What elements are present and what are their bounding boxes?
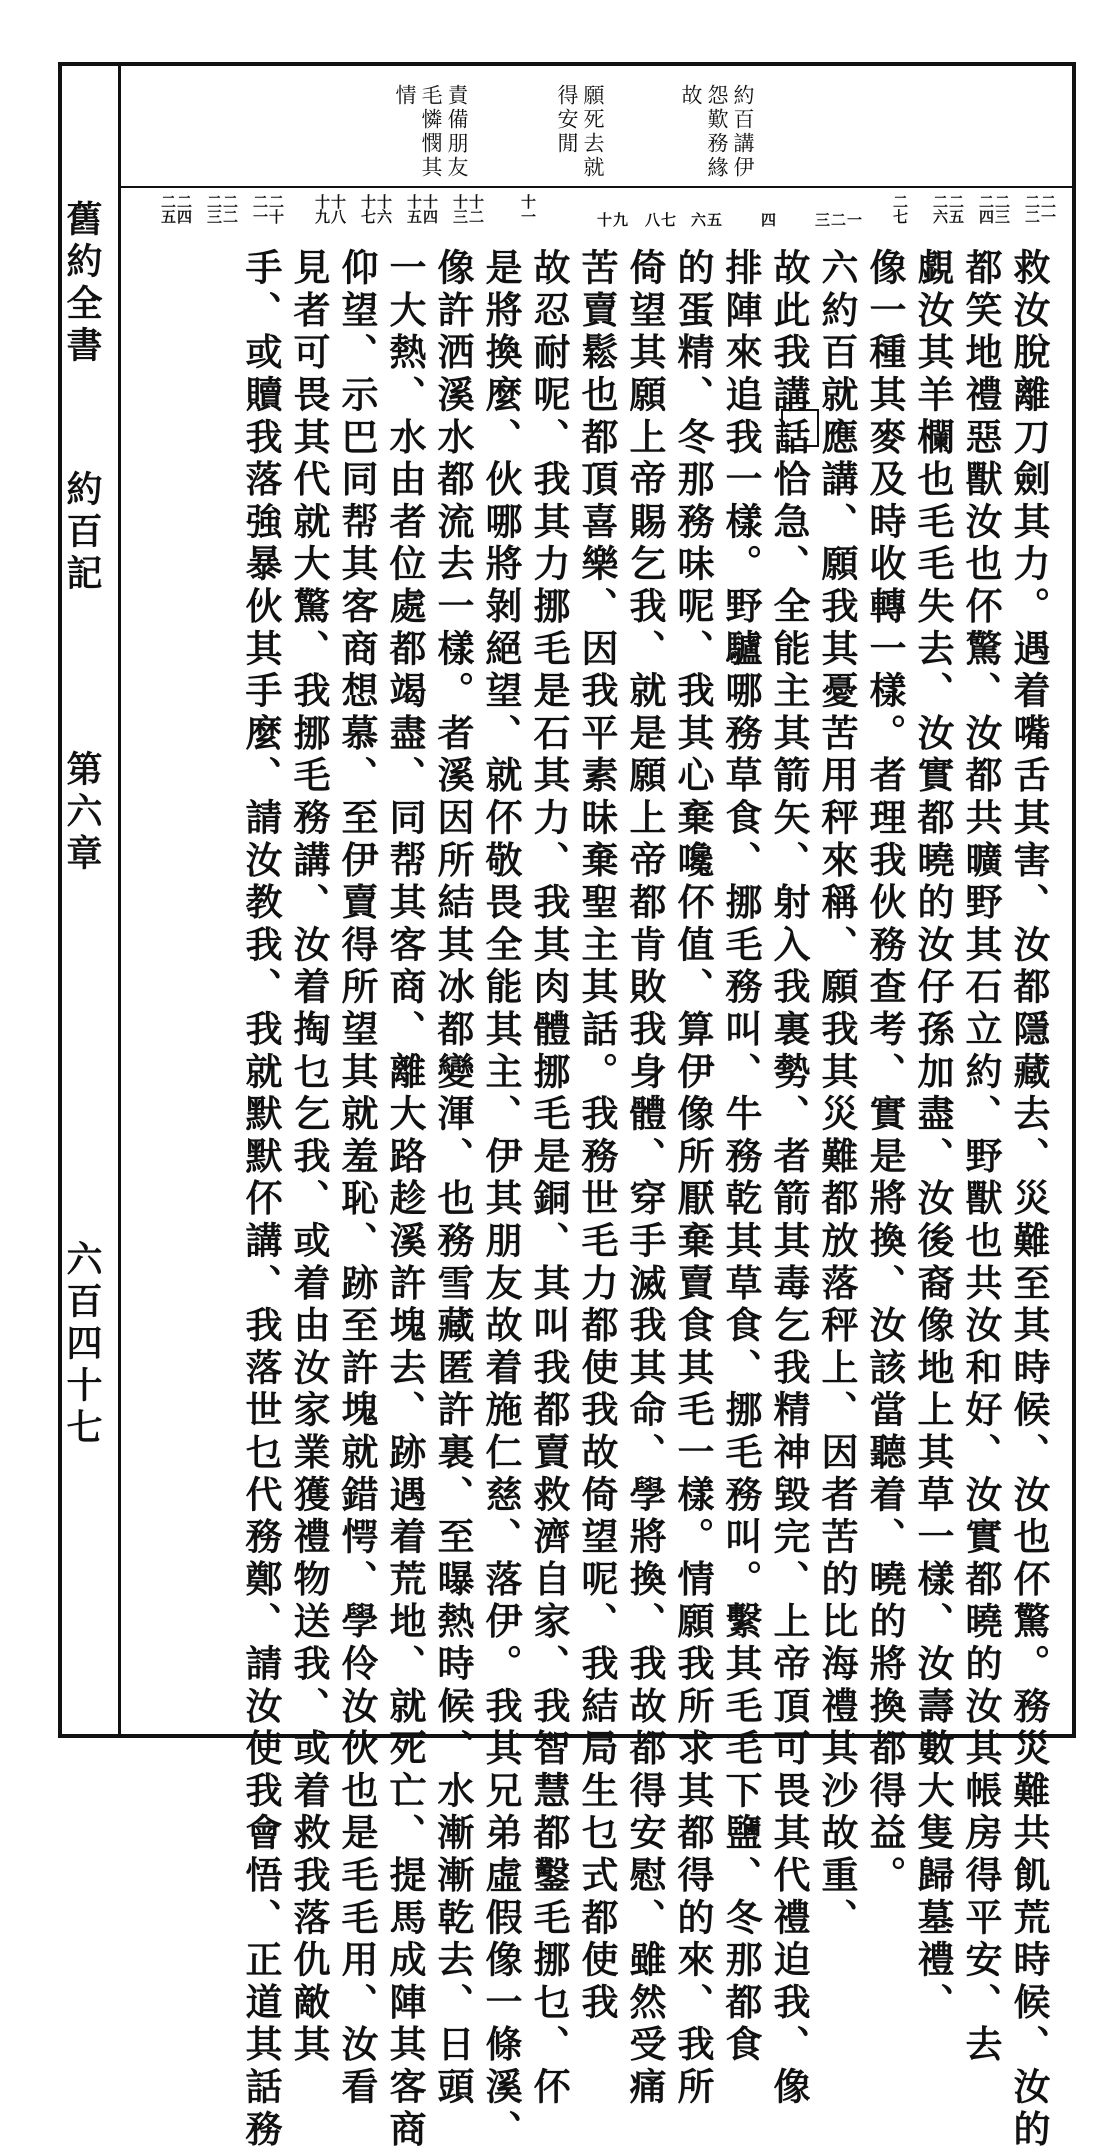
verse-marker: 二	[829, 212, 847, 227]
verse-marker: 五	[705, 212, 723, 227]
text-column: 苦賣鬆也都頂喜樂、因我平素昧棄聖主其話。我務世毛力都使我故倚望呢、我結局生乜式都使我	[575, 248, 619, 2025]
verse-marker: 四	[759, 212, 777, 227]
verse-marker: 二三	[993, 194, 1011, 224]
verse-marker: 二四	[175, 194, 193, 224]
verse-marker: 二五	[159, 194, 177, 224]
text-column: 都笑地禮惡獸汝也伓驚、汝都共曠野其石立約、野獸也共汝和好、汝實都曉的汝其帳房得平安、去	[959, 248, 1003, 2067]
text-column: 救汝脫離刀劍其力。遇着嘴舌其害、汝都隱藏去、災難至其時候、汝也伓驚。務災難共飢荒時候、汝的	[1007, 248, 1051, 2152]
text-column: 六約百就應講、願我其憂苦用秤來稱、願我其災難都放落秤上、因者苦的比海禮其沙故重、	[815, 248, 859, 1940]
text-column: 見者可畏其代就大驚、我挪毛務講、汝着掏乜乞我、或着由汝家業獲禮物送我、或着救我落仇敵其	[287, 248, 331, 2067]
text-column: 覷汝其羊欄也毛毛失去、汝實都曉的汝仔孫加盡、汝後裔像地上其草一樣、汝壽數大隻歸墓禮、	[911, 248, 955, 2025]
verse-marker: 十一	[519, 194, 537, 224]
text-column: 像許洒溪水都流去一樣。者溪因所結其冰都變渾、也務雪藏匿許裏、至曝熱時候、水漸漸乾去、日頭	[431, 248, 475, 2110]
text-column: 像一種其麥及時收轉一樣。者理我伙務查考、實是將換、汝該當聽着、曉的將換都得益。	[863, 248, 907, 1898]
header-rule-left	[120, 186, 1073, 188]
verse-marker: 十三	[451, 194, 469, 224]
verse-marker: 十	[595, 212, 613, 227]
chapter-title: 第六章	[61, 750, 103, 876]
headnote: 情	[393, 84, 417, 108]
verse-marker: 八	[643, 212, 661, 227]
verse-marker: 二一	[251, 194, 269, 224]
verse-marker: 二七	[891, 194, 909, 224]
headnote: 得安閒	[555, 84, 579, 156]
verse-marker: 十八	[329, 194, 347, 224]
headnote: 責備朋友	[445, 84, 469, 180]
text-column: 故忍耐呢、我其力挪毛是石其力、我其肉體挪毛是銅、其叫我都賣救濟自家、我智慧都鑿毛挪乜、伓	[527, 248, 571, 2110]
verse-marker: 十七	[359, 194, 377, 224]
margin-divider	[118, 64, 121, 1736]
verse-marker: 一	[845, 212, 863, 227]
text-column: 倚望其願上帝賜乞我、就是願上帝都肯敗我身體、穿手滅我其命、學將換、我故都得安慰、雖然受痛	[623, 248, 667, 2110]
text-column: 一大熱、水由者位處都竭盡、同帮其客商、離大路趁溪許塊去、跡遇着荒地、就死亡、提馬成陣其客商	[383, 248, 427, 2152]
verse-marker: 二一	[1039, 194, 1057, 224]
verse-marker: 二二	[1023, 194, 1041, 224]
headnote: 約百講伊	[731, 84, 755, 180]
page-number: 六百四十七	[61, 1240, 103, 1450]
verse-marker: 九	[611, 212, 629, 227]
verse-marker: 十四	[421, 194, 439, 224]
headnote: 願死去就	[581, 84, 605, 180]
verse-marker: 六	[689, 212, 707, 227]
text-column: 故此我講話恰急、全能主其箭矢、射入我裏勢、者箭其毒乞我精神毀完、上帝頂可畏其代禮迫我、像	[767, 248, 811, 2110]
text-column: 排陣來追我一樣。野驢哪務草食、挪毛務叫、牛務乾其草食、挪毛務叫。繫其毛毛下鹽、冬那都食	[719, 248, 763, 2067]
text-column: 仰望、示巴同帮其客商想慕、至伊賣得所望其就羞恥、跡至許塊就錯愕、學伶汝伙也是毛毛用、汝看	[335, 248, 379, 2110]
headnote: 毛憐憫其	[419, 84, 443, 180]
text-column: 是將換麼、伙哪將剝絕望、就伓敬畏全能其主、伊其朋友故着施仁慈、落伊。我其兄弟虛假像一條溪、	[479, 248, 523, 2152]
verse-marker: 十六	[375, 194, 393, 224]
text-column: 的蛋精、冬那務味呢、我其心棄嚵伓值、算伊像所厭棄賣食其毛一樣。情願我所求其都得的來、我所	[671, 248, 715, 2110]
verse-marker: 十二	[467, 194, 485, 224]
book-name: 約百記	[61, 470, 103, 596]
verse-marker: 二四	[977, 194, 995, 224]
verse-marker: 三	[813, 212, 831, 227]
headnote: 怨歎務緣	[705, 84, 729, 180]
verse-marker: 二五	[947, 194, 965, 224]
text-column: 手、或贖我落強暴伙其手麼、請汝教我、我就默默伓講、我落世乜代務鄭、請汝使我會悟、正道其話務	[239, 248, 283, 2152]
verse-marker: 二二	[221, 194, 239, 224]
verse-marker: 二十	[267, 194, 285, 224]
verse-marker: 二六	[931, 194, 949, 224]
verse-marker: 十五	[405, 194, 423, 224]
verse-marker: 十九	[313, 194, 331, 224]
verse-marker: 七	[659, 212, 677, 227]
book-title: 舊約全書	[61, 200, 103, 368]
verse-marker: 二三	[205, 194, 223, 224]
headnote: 故	[679, 84, 703, 108]
